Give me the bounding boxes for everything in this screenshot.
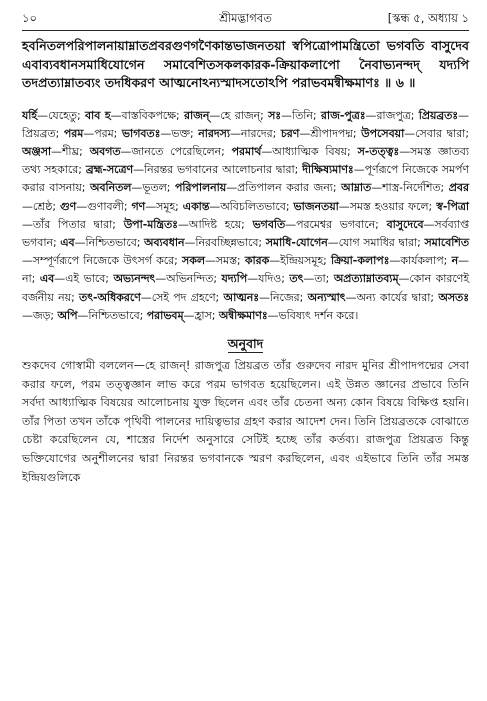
synonym-word: স-তত্ত্বঃ [357, 144, 400, 158]
synonym-meaning: —না; [22, 254, 469, 286]
synonym-item [86, 163, 302, 176]
translation-heading [22, 335, 469, 353]
synonym-meaning: —শ্রেষ্ঠ; [22, 199, 60, 213]
synonym-word: অসতঃ [438, 290, 469, 304]
synonym-item [321, 109, 419, 122]
synonym-item [60, 236, 144, 249]
synonyms-paragraph [22, 107, 469, 325]
synonym-word: পরাভবম্ [146, 308, 184, 322]
synonym-meaning: —রাজপুত্র; [365, 108, 419, 122]
synonym-word: তৎ-অধিকরণে [79, 290, 141, 304]
synonym-meaning: —যোগ সমাধির দ্বারা; [327, 235, 425, 249]
synonym-meaning: —নিরন্তর ভগবানের আলোচনার দ্বারা; [133, 163, 303, 177]
synonym-meaning: —শ্রীপাদপদ্ম; [299, 126, 362, 140]
synonym-meaning: —শীঘ্র; [51, 144, 90, 158]
synonym-item [90, 145, 232, 158]
synonym-meaning: —অভিনন্দিত; [155, 272, 222, 286]
synonym-word: অপ্রত্যাম্নাতব্যম্ [333, 272, 399, 286]
synonym-meaning: —নারদের; [229, 126, 281, 140]
synonym-item [60, 200, 132, 213]
synonym-meaning: —ইন্দ্রিয়সমূহ; [269, 254, 332, 268]
synonym-word: ব্রহ্ম-সত্রেণ [85, 163, 134, 177]
synonym-word: প্রবর [448, 181, 469, 195]
synonym-word: চরণ [280, 126, 300, 140]
synonym-word: উপসেবয়া [361, 126, 405, 140]
synonym-item [198, 127, 281, 140]
document-page [22, 8, 469, 487]
synonym-meaning: —পরমেশ্বর ভগবানে; [285, 217, 387, 231]
synonym-item [224, 291, 308, 304]
synonym-word: যর্হি [22, 108, 38, 122]
synonym-meaning: —তা; [303, 272, 334, 286]
synonym-meaning: —অন্য কার্যের দ্বারা; [345, 290, 439, 304]
synonym-meaning: —নিরবচ্ছিন্নভাবে; [184, 235, 266, 249]
synonym-meaning: —প্রিয়ব্রত; [22, 108, 469, 140]
synonym-word: একান্ত [182, 199, 210, 213]
synonym-word: অঞ্জসা [22, 144, 52, 158]
synonym-meaning: —নিশ্চিতভাবে; [74, 235, 145, 249]
synonym-word: পরিপালনায় [174, 181, 227, 195]
synonym-word: বাসুদেবে [386, 217, 424, 231]
synonym-meaning: —গুণাবলী; [76, 199, 132, 213]
chapter-reference: [স্কন্ধ ৫, অধ্যায় ১ [387, 11, 469, 25]
synonym-item [219, 309, 358, 322]
synonym-item [132, 200, 183, 213]
synonym-item [281, 127, 361, 140]
synonym-word: অবনিতল [90, 181, 132, 195]
synonym-word: ন [451, 254, 459, 268]
synonym-word: প্রিয়ব্রতঃ [418, 108, 459, 122]
synonym-meaning: —ভবিষ্যৎ দর্শন করে। [267, 308, 359, 322]
synonym-item [184, 109, 268, 122]
synonym-item [331, 254, 452, 267]
synonym-item [90, 181, 175, 194]
synonym-word: আত্মনঃ [223, 290, 260, 304]
synonym-item [122, 127, 198, 140]
synonym-meaning: —এই ভাবে; [54, 272, 114, 286]
synonym-word: গণ [131, 199, 146, 213]
synonym-meaning: —হ্রাস; [183, 308, 219, 322]
synonym-word: কারক [244, 254, 270, 268]
synonym-meaning: —সেই পদ গ্রহণে; [140, 290, 224, 304]
synonym-item [183, 200, 294, 213]
synonym-item [40, 272, 114, 285]
synonym-word: আম্নাত [341, 181, 372, 195]
synonym-word: রাজন্ [183, 108, 210, 122]
synonym-meaning: —তাঁর পিতার দ্বারা; [22, 217, 124, 231]
synonym-word: সমাধি-যোগেন [265, 235, 328, 249]
synonym-item [113, 272, 221, 285]
synonym-meaning: —পূর্ণরূপে নিজেকে সমর্পণ করার বাসনায়; [22, 163, 469, 195]
synonym-meaning: —শাস্ত্র-নির্দেশিত; [371, 181, 449, 195]
synonym-word: নারদস্য [198, 126, 230, 140]
synonym-word: গুণ [60, 199, 77, 213]
synonym-meaning: —সম্পূর্ণরূপে নিজেকে উৎসর্গ করে; [22, 254, 183, 268]
synonym-word: সঃ [268, 108, 282, 122]
translation-heading-label: অনুবাদ [227, 335, 264, 351]
synonym-meaning: —জড়; [22, 308, 58, 322]
synonym-item [289, 272, 333, 285]
verse-text: হবনিতলপরিপালনায়াম্নাতপ্রবরগুণগণৈকান্তভাজনতয়া স্বপিত্রোপামন্ত্রিতো ভগবতি বাসুদেব এবাব্যবধানসমাধিযোগেন সমাবেশিতসকলকারক-ক্রিয়াকলাপো নৈবাভ্যনন্দদ্ যদ্যপি তদপ্রত্যাম্নাতব্যং তদধিকরণ আত্মনোঽন্যস্মাদসতোঽপি পরাভবমন্বীক্ষমাণঃ ॥ ৬ ॥ [22, 38, 469, 90]
synonym-item [147, 309, 219, 322]
synonym-item [266, 236, 425, 249]
synonym-item [253, 218, 387, 231]
synonym-item [222, 272, 290, 285]
synonym-meaning: —প্রতিপালন করার জন্য; [226, 181, 342, 195]
synonym-meaning: —কার্যকলাপ; [389, 254, 452, 268]
synonym-word: রাজ-পুত্রঃ [320, 108, 366, 122]
synonym-item [232, 145, 358, 158]
synonym-meaning: —ভূতল; [131, 181, 175, 195]
synonym-item [245, 254, 331, 267]
synonym-meaning: —অবিচলিতভাবে; [209, 199, 294, 213]
synonym-word: স্ব-পিত্রা [436, 199, 470, 213]
synonym-meaning: —হে রাজন্; [209, 108, 269, 122]
synonym-word: সকল [182, 254, 205, 268]
synonym-word: অব্যবধান [144, 235, 185, 249]
synonym-word: ভগবতি [252, 217, 286, 231]
synonym-word: এব [60, 235, 75, 249]
synonym-word: অপি [57, 308, 78, 322]
synonym-meaning: —ভক্ত; [160, 126, 199, 140]
synonym-word: ক্রিয়া-কলাপঃ [331, 254, 390, 268]
synonym-word: সমাবেশিত [424, 235, 470, 249]
synonym-item [175, 181, 341, 194]
synonym-word: যদ্যপি [221, 272, 248, 286]
synonym-item [308, 291, 439, 304]
page-header [22, 8, 469, 28]
synonym-meaning: —আদিষ্ট হয়ে; [177, 217, 253, 231]
synonym-meaning: —সমূহ; [145, 199, 183, 213]
synonym-item [79, 291, 223, 304]
synonym-word: অন্যস্মাৎ [307, 290, 346, 304]
synonym-word: অভ্যনন্দৎ [113, 272, 156, 286]
synonym-meaning: —যেহেতু; [37, 108, 85, 122]
synonym-meaning: —যদিও; [247, 272, 290, 286]
synonym-meaning: —নিজের; [259, 290, 308, 304]
synonym-word: তৎ [289, 272, 304, 286]
synonym-word: ভাগবতঃ [121, 126, 161, 140]
synonym-word: অন্বীক্ষমাণঃ [218, 308, 268, 322]
synonym-meaning: —জানতে পেরেছিলেন; [120, 144, 232, 158]
synonym-word: বাব হ [84, 108, 111, 122]
synonym-item [144, 236, 266, 249]
synonym-meaning: —নিশ্চিতভাবে; [77, 308, 147, 322]
synonym-word: উপা-মন্ত্রিতঃ [123, 217, 178, 231]
synonym-word: পরম [63, 126, 84, 140]
synonym-item [361, 127, 469, 140]
page-number: ১০ [22, 11, 37, 25]
synonym-meaning: —আধ্যাত্মিক বিষয়; [261, 144, 358, 158]
translation-text: শুকদেব গোস্বামী বললেন—হে রাজন্! রাজপুত্র প্রিয়ব্রত তাঁর গুরুদেব নারদ মুনির শ্রীপাদপদ্মের সেবা করার ফলে, পরম তত্ত্বজ্ঞান লাভ করে পরম ভাগবত হয়েছিলেন। এই উন্নত জ্ঞানের প্রভাবে তিনি সর্বদা আধ্যাত্মিক বিষয়ের আলোচনায় যুক্ত ছিলেন এবং তাঁর চেতনা অন্য কোন বিষয়ে বিক্ষিপ্ত হয়নি। তাঁর পিতা তখন তাঁকে পৃথিবী পালনের দায়িত্বভার গ্রহণ করার আদেশ দেন। তিনি প্রিয়ব্রতকে বোঝাতে চেষ্টা করেছিলেন যে, শাস্ত্রের নির্দেশ অনুসারে সেটিই হচ্ছে তাঁর কর্তব্য। রাজপুত্র প্রিয়ব্রত কিন্তু ভক্তিযোগের অনুশীলনের দ্বারা নিরন্তর ভগবানকে স্মরণ করছিলেন, এবং এইভাবে তিনি তাঁর সমস্ত ইন্দ্রিয়গুলিকে [22, 358, 469, 484]
synonym-item [64, 127, 122, 140]
synonym-word: অবগত [89, 144, 121, 158]
synonym-item [22, 109, 85, 122]
synonym-meaning: —সমস্ত; [204, 254, 245, 268]
synonym-word: পরমার্থ [231, 144, 262, 158]
synonym-meaning: —পরম; [83, 126, 122, 140]
header-rule [22, 30, 469, 31]
synonym-meaning: —তিনি; [281, 108, 321, 122]
synonym-item [182, 254, 245, 267]
synonym-item [341, 181, 449, 194]
synonym-meaning: —সর্বব্যাপ্ত ভগবান; [22, 217, 469, 249]
synonym-item [124, 218, 253, 231]
synonym-item [85, 109, 184, 122]
synonym-item [58, 309, 147, 322]
synonym-word: এব [39, 272, 55, 286]
synonym-item [294, 200, 437, 213]
synonym-meaning: —সেবার দ্বারা; [404, 126, 470, 140]
synonym-meaning: —বাস্তবিকপক্ষে; [110, 108, 184, 122]
synonym-word: ভাজনতয়া [293, 199, 339, 213]
synonym-meaning: —কোন কারণেই বর্জনীয় নয়; [22, 272, 469, 304]
synonym-meaning: —সমস্ত হওয়ার ফলে; [338, 199, 437, 213]
synonym-item [268, 109, 321, 122]
synonym-meaning: —সমস্ত জ্ঞাতব্য তথ্য সহকারে; [22, 144, 470, 177]
book-title: শ্রীমদ্ভাগবত [219, 11, 272, 25]
synonym-word: দীক্ষিষ্যমাণঃ [302, 163, 354, 177]
synonym-item [22, 145, 90, 158]
